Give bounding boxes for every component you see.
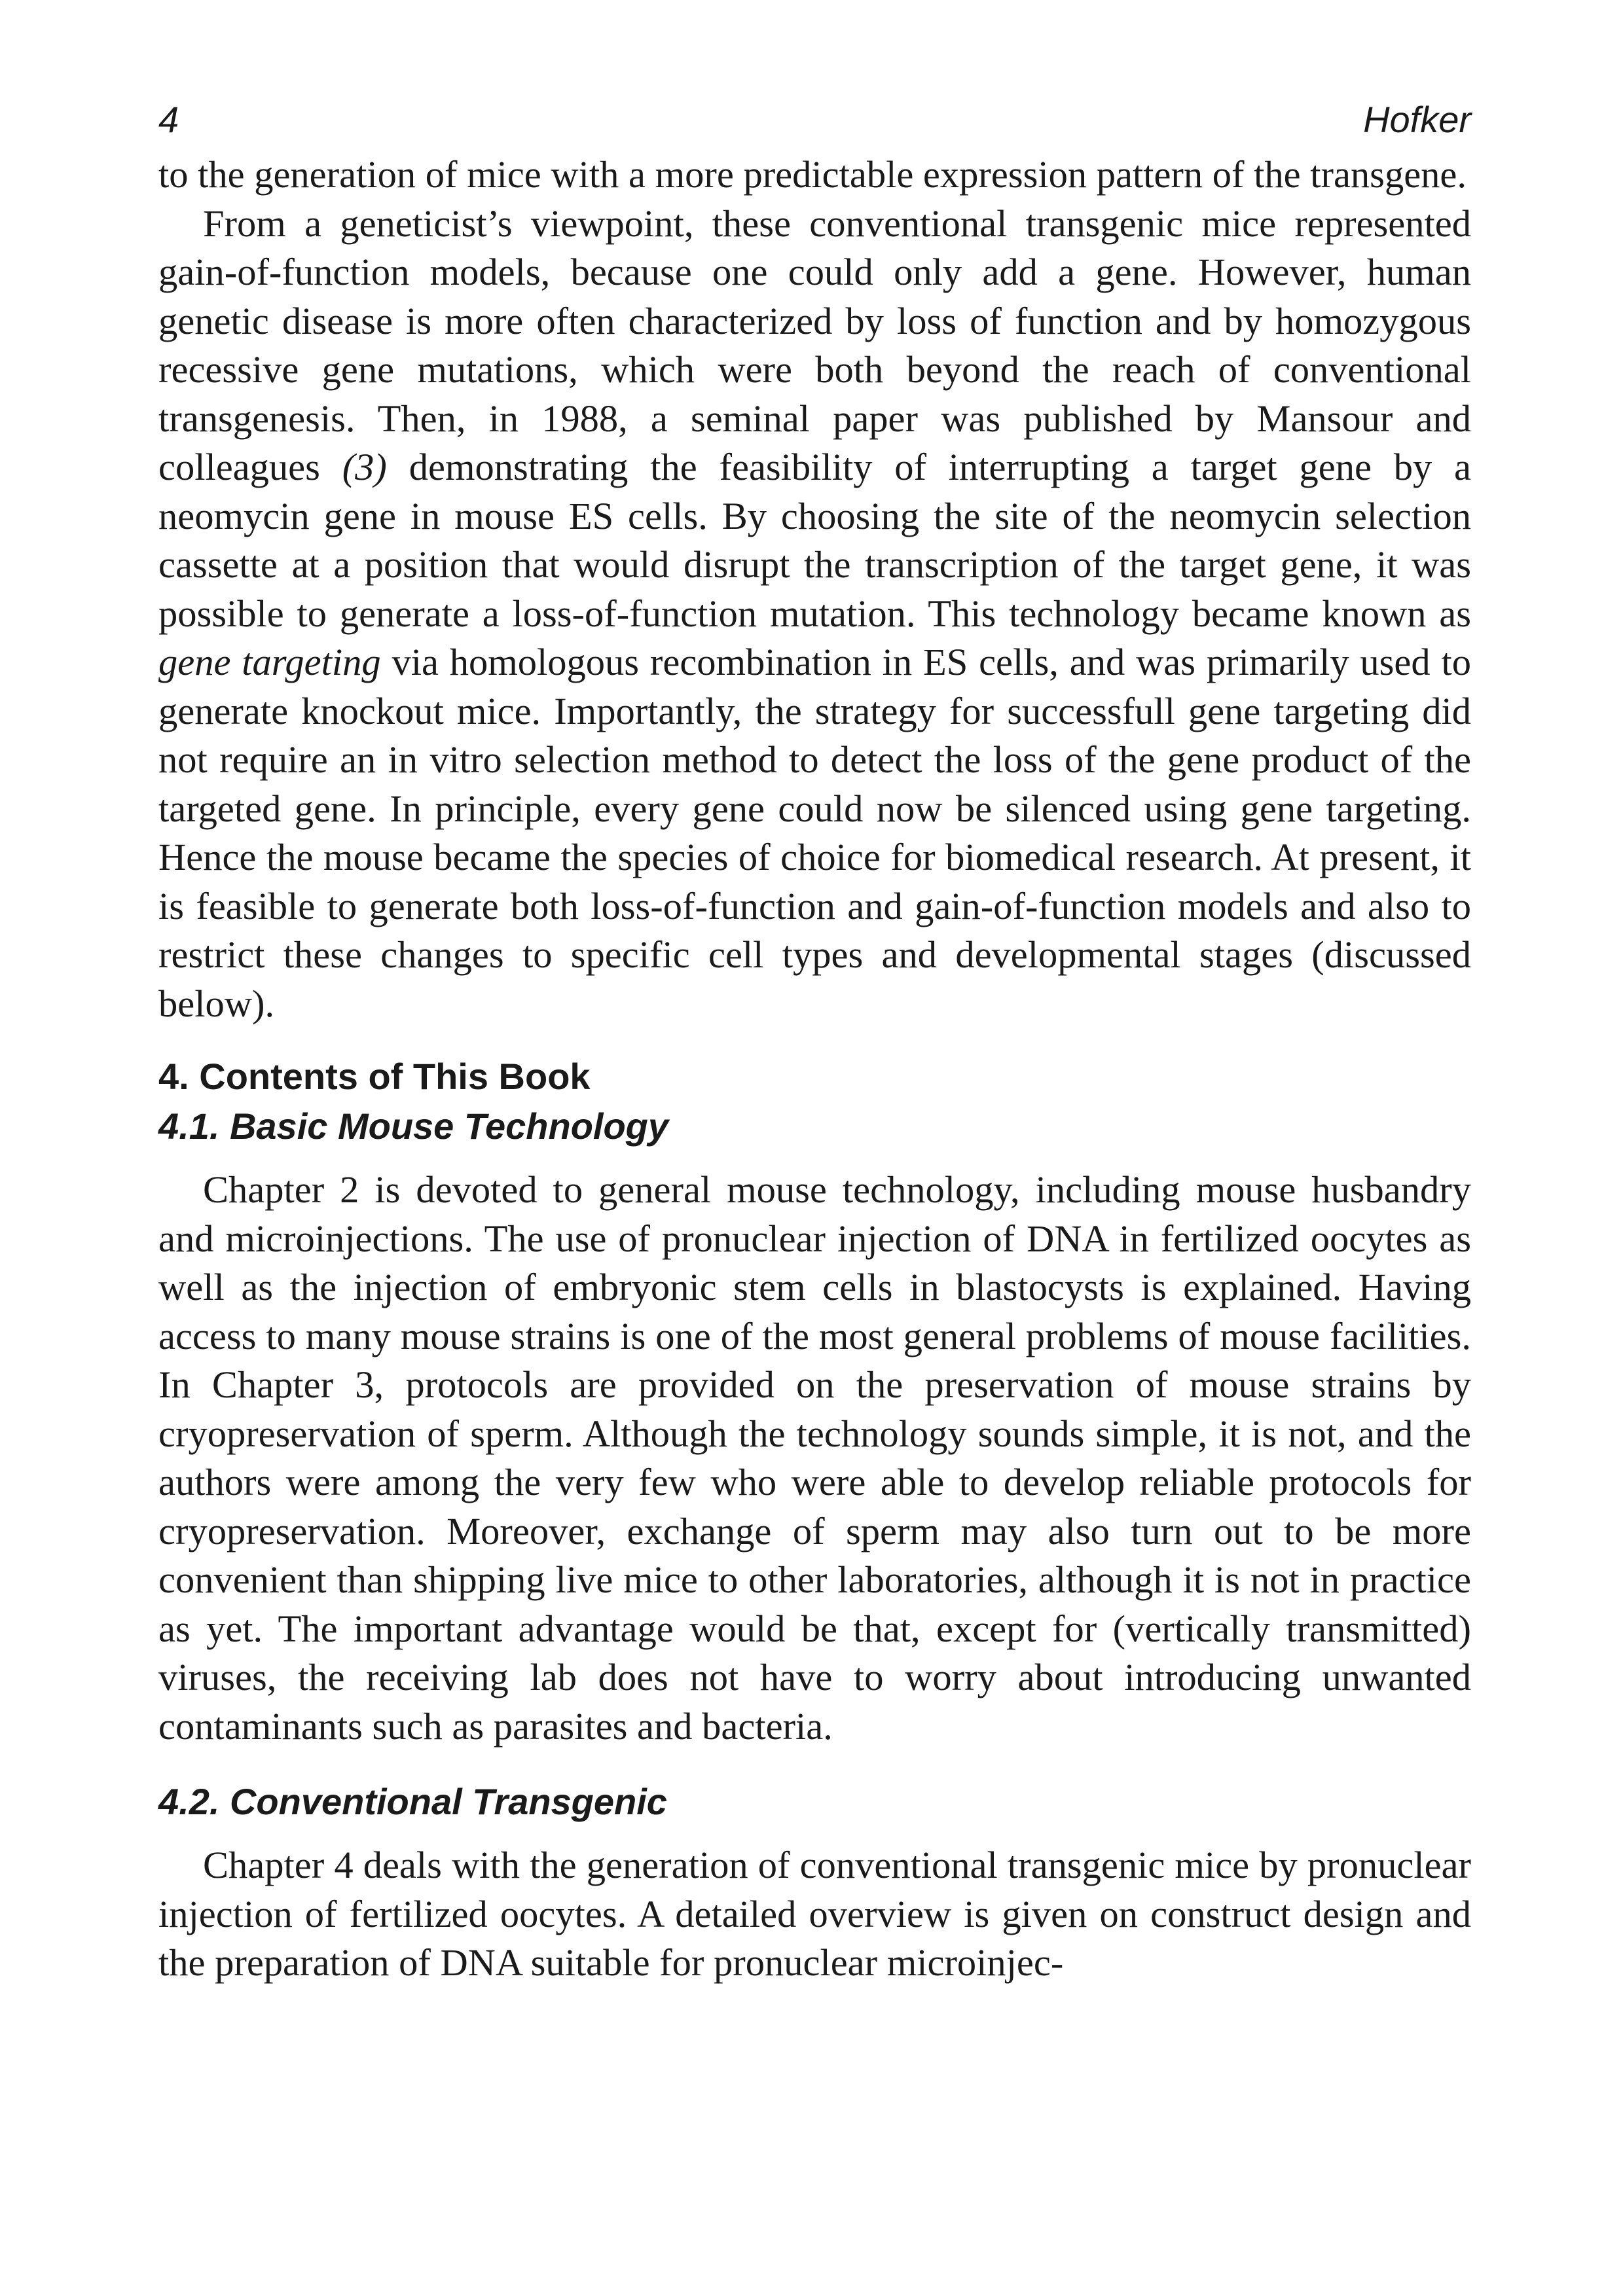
paragraph-gene-targeting — [158, 200, 1471, 1029]
subsection-heading: 4.2. Conventional Transgenic — [158, 1781, 667, 1822]
body-text — [158, 151, 1471, 1988]
paragraph-conventional-transgenic: Chapter 4 deals with the generation of conventional transgenic mice by pronuclear injection of fertilized oocytes. A detailed overview is given on construct design and the preparation of DNA suitable for pronuclear microinjec- — [158, 1844, 1471, 1984]
running-head — [158, 98, 1471, 151]
section-heading: 4. Contents of This Book — [158, 1056, 591, 1097]
paragraph-text: From a geneticist’s viewpoint, these conventional transgenic mice represented gain-of-function models, because one could only add a gene. However, human genetic disease is more often characterized by loss of function and by homozygous recessive gene mutations, which were both beyond the reach of conventional transgenesis. Then, in 1988, a seminal paper was published by Mansour and colleagues — [158, 202, 1471, 488]
book-page — [158, 98, 1471, 1988]
paragraph-basic-mouse-technology: Chapter 2 is devoted to general mouse technology, including mouse husbandry and microinjections. The use of pronuclear injection of DNA in fertilized oocytes as well as the injection of embryonic stem cells in blastocysts is explained. Having access to many mouse strains is one of the most general problems of mouse facilities. In Chapter 3, protocols are provided on the preservation of mouse strains by cryopreservation of sperm. Although the technology sounds simple, it is not, and the authors were among the very few who were able to develop reliable protocols for cryopreservation. Moreover, exchange of sperm may also turn out to be more convenient than shipping live mice to other laboratories, although it is not in practice as yet. The important advantage would be that, except for (vertically transmitted) viruses, the receiving lab does not have to worry about introducing unwanted contaminants such as parasites and bacteria. — [158, 1168, 1471, 1748]
subsection-heading: 4.1. Basic Mouse Technology — [158, 1105, 669, 1147]
paragraph-text: via homologous recombination in ES cells, and was primarily used to generate knockout mice. Importantly, the strategy for successfull gene targeting did not require an in vitro selection method to detect the loss of the gene product of the targeted gene. In principle, every gene could now be silenced using gene targeting. Hence the mouse became the species of choice for biomedical research. At present, it is feasible to generate both loss-of-function and gain-of-function models and also to restrict these changes to specific cell types and developmental stages (discussed below). — [158, 641, 1472, 1025]
paragraph-text: demonstrating the feasibility of interrupting a target gene by a neomycin gene in mouse ES cells. By choosing the site of the neomycin selection cassette at a position that would disrupt the transcription of the target gene, it was possible to generate a loss-of-function mutation. This technology became known as — [158, 446, 1471, 635]
page-number: 4 — [158, 99, 179, 140]
paragraph-continuation: to the generation of mice with a more predictable expression pattern of the transgene. — [158, 153, 1467, 196]
emphasized-term: gene targeting — [158, 641, 381, 683]
reference-citation: (3) — [342, 446, 387, 488]
running-head-author: Hofker — [1363, 99, 1471, 140]
